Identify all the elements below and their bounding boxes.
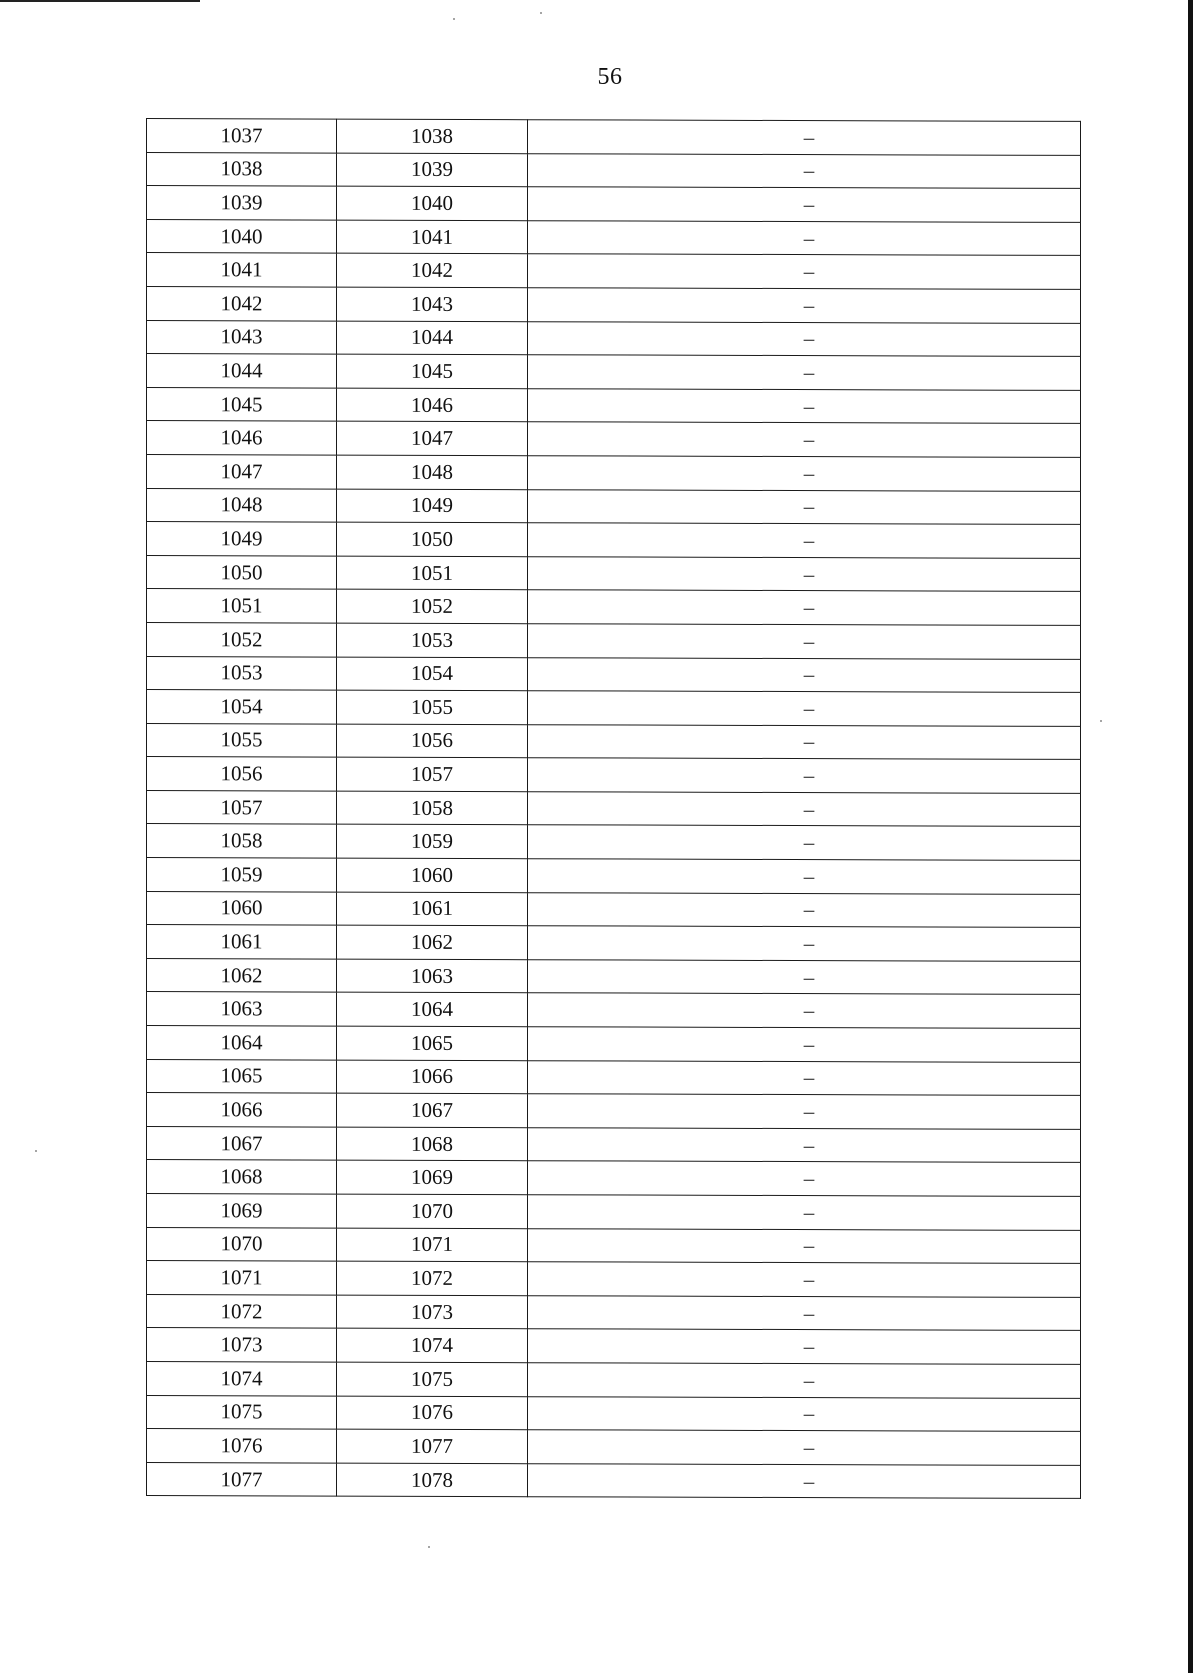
table-row [147,286,1081,323]
cell-from-number: 1040 [147,219,337,253]
table-row [147,1059,1081,1096]
cell-value: – [528,556,1081,591]
table-row [147,119,1081,156]
cell-from-number: 1059 [147,858,337,892]
cell-value: – [528,355,1081,390]
table-row [147,1261,1081,1298]
table-row [147,522,1081,559]
table-row [147,454,1081,491]
cell-from-number: 1064 [147,1026,337,1060]
table-row [147,690,1081,727]
table-row [147,757,1081,794]
cell-to-number: 1075 [337,1362,528,1396]
cell-from-number: 1051 [147,589,337,623]
scan-speck [1100,720,1102,722]
cell-from-number: 1038 [147,152,337,186]
cell-value: – [528,859,1081,894]
cell-to-number: 1049 [337,489,528,523]
cell-value: – [528,657,1081,692]
cell-to-number: 1064 [337,993,528,1027]
cell-value: – [528,1195,1081,1230]
cell-to-number: 1056 [337,724,528,758]
cell-value: – [528,960,1081,995]
cell-from-number: 1076 [147,1429,337,1463]
table-row [147,790,1081,827]
table-row [147,555,1081,592]
table-row [147,858,1081,895]
cell-value: – [528,892,1081,927]
cell-to-number: 1048 [337,455,528,489]
cell-to-number: 1069 [337,1161,528,1195]
cell-value: – [528,456,1081,491]
cell-to-number: 1066 [337,1060,528,1094]
cell-to-number: 1067 [337,1093,528,1127]
table-row [147,1395,1081,1432]
table-row [147,1227,1081,1264]
table-row [147,622,1081,659]
table-row [147,354,1081,391]
cell-value: – [528,388,1081,423]
cell-to-number: 1078 [337,1463,528,1497]
cell-value: – [528,1128,1081,1163]
cell-to-number: 1063 [337,959,528,993]
cell-value: – [528,1027,1081,1062]
cell-to-number: 1039 [337,153,528,187]
cell-value: – [528,792,1081,827]
table-row [147,1361,1081,1398]
cell-to-number: 1040 [337,186,528,220]
table-row [147,824,1081,861]
cell-from-number: 1049 [147,522,337,556]
table-row [147,1462,1081,1499]
table-row [147,656,1081,693]
table-row [147,1126,1081,1163]
cell-to-number: 1038 [337,119,528,153]
cell-from-number: 1043 [147,320,337,354]
cell-value: – [528,489,1081,524]
cell-from-number: 1074 [147,1361,337,1395]
cell-from-number: 1039 [147,186,337,220]
cell-from-number: 1068 [147,1160,337,1194]
table-row [147,1294,1081,1331]
table-row [147,186,1081,223]
page-number: 56 [597,64,623,90]
cell-value: – [528,926,1081,961]
table-row [147,320,1081,357]
cell-to-number: 1045 [337,354,528,388]
cell-to-number: 1044 [337,321,528,355]
cell-value: – [528,691,1081,726]
cell-from-number: 1045 [147,387,337,421]
cell-from-number: 1041 [147,253,337,287]
cell-from-number: 1037 [147,119,337,153]
cell-from-number: 1053 [147,656,337,690]
cell-to-number: 1041 [337,220,528,254]
cell-to-number: 1076 [337,1396,528,1430]
table-row [147,992,1081,1029]
scan-border-right [1188,0,1193,1673]
cell-value: – [528,120,1081,155]
cell-value: – [528,153,1081,188]
cell-value: – [528,1262,1081,1297]
scan-speck [453,18,455,20]
cell-from-number: 1066 [147,1093,337,1127]
table-row [147,1093,1081,1130]
table-row [147,421,1081,458]
cell-value: – [528,1363,1081,1398]
cell-value: – [528,825,1081,860]
cell-from-number: 1062 [147,958,337,992]
cell-value: – [528,321,1081,356]
cell-value: – [528,1329,1081,1364]
cell-from-number: 1050 [147,555,337,589]
cell-to-number: 1052 [337,589,528,623]
cell-from-number: 1054 [147,690,337,724]
cell-from-number: 1073 [147,1328,337,1362]
scan-speck [428,1546,430,1548]
cell-to-number: 1062 [337,925,528,959]
table-row [147,1429,1081,1466]
cell-from-number: 1061 [147,925,337,959]
cell-value: – [528,758,1081,793]
table-row [147,1160,1081,1197]
cell-to-number: 1054 [337,657,528,691]
table-row [147,1328,1081,1365]
cell-from-number: 1048 [147,488,337,522]
scan-border-top [0,0,200,2]
cell-from-number: 1047 [147,454,337,488]
cell-to-number: 1073 [337,1295,528,1329]
cell-value: – [528,590,1081,625]
table-row [147,387,1081,424]
cell-from-number: 1065 [147,1059,337,1093]
cell-from-number: 1071 [147,1261,337,1295]
cell-from-number: 1042 [147,286,337,320]
cell-from-number: 1067 [147,1126,337,1160]
data-table [146,118,1081,1499]
cell-value: – [528,523,1081,558]
cell-from-number: 1055 [147,723,337,757]
cell-value: – [528,724,1081,759]
cell-value: – [528,187,1081,222]
cell-from-number: 1056 [147,757,337,791]
table-row [147,958,1081,995]
cell-value: – [528,288,1081,323]
cell-to-number: 1053 [337,623,528,657]
cell-to-number: 1055 [337,690,528,724]
table-row [147,723,1081,760]
cell-to-number: 1051 [337,556,528,590]
cell-to-number: 1072 [337,1261,528,1295]
cell-to-number: 1058 [337,791,528,825]
cell-from-number: 1069 [147,1194,337,1228]
cell-to-number: 1059 [337,825,528,859]
cell-from-number: 1057 [147,790,337,824]
cell-from-number: 1044 [147,354,337,388]
cell-value: – [528,1430,1081,1465]
cell-value: – [528,1463,1081,1498]
cell-value: – [528,254,1081,289]
cell-value: – [528,1295,1081,1330]
scan-speck [35,1150,37,1152]
table-row [147,1026,1081,1063]
cell-to-number: 1047 [337,421,528,455]
cell-to-number: 1077 [337,1429,528,1463]
cell-from-number: 1077 [147,1462,337,1496]
cell-from-number: 1058 [147,824,337,858]
table-row [147,152,1081,189]
cell-to-number: 1057 [337,757,528,791]
cell-to-number: 1046 [337,388,528,422]
table-row [147,891,1081,928]
table-row [147,253,1081,290]
cell-to-number: 1071 [337,1228,528,1262]
cell-to-number: 1074 [337,1328,528,1362]
cell-value: – [528,624,1081,659]
cell-to-number: 1061 [337,892,528,926]
cell-from-number: 1072 [147,1294,337,1328]
scan-speck [540,12,542,14]
cell-from-number: 1052 [147,622,337,656]
cell-to-number: 1065 [337,1026,528,1060]
cell-value: – [528,993,1081,1028]
table-row [147,219,1081,256]
cell-to-number: 1068 [337,1127,528,1161]
table-row [147,488,1081,525]
cell-to-number: 1070 [337,1194,528,1228]
table-row [147,1194,1081,1231]
table-row [147,925,1081,962]
cell-value: – [528,1396,1081,1431]
cell-value: – [528,1094,1081,1129]
cell-value: – [528,1228,1081,1263]
cell-to-number: 1043 [337,287,528,321]
cell-from-number: 1075 [147,1395,337,1429]
cell-value: – [528,220,1081,255]
cell-value: – [528,1161,1081,1196]
cell-from-number: 1070 [147,1227,337,1261]
cell-value: – [528,422,1081,457]
table-row [147,589,1081,626]
cell-to-number: 1042 [337,253,528,287]
cell-from-number: 1060 [147,891,337,925]
table-body [147,119,1081,1499]
cell-value: – [528,1060,1081,1095]
cell-from-number: 1063 [147,992,337,1026]
cell-to-number: 1050 [337,522,528,556]
cell-to-number: 1060 [337,858,528,892]
cell-from-number: 1046 [147,421,337,455]
